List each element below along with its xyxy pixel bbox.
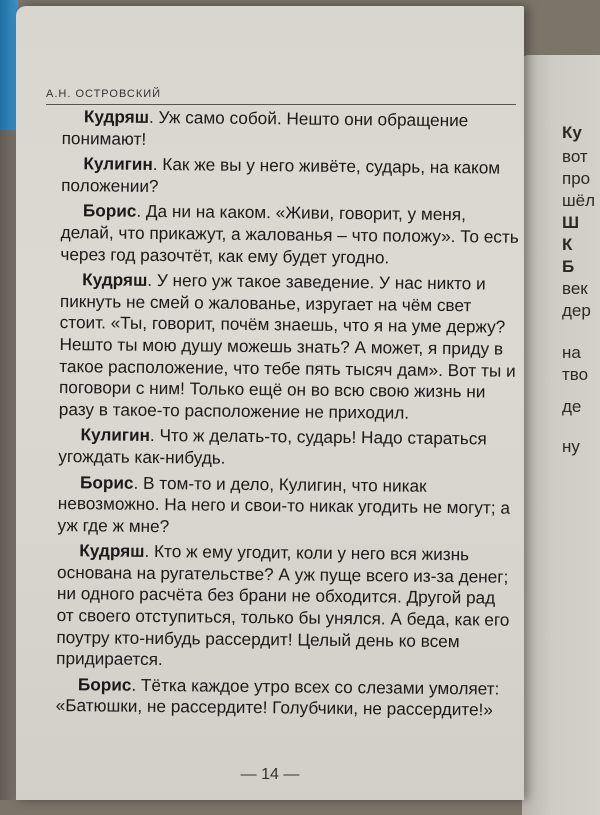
page-number: — 14 —	[240, 766, 300, 783]
adjacent-page-fragment: тво	[562, 365, 589, 384]
adjacent-page-fragment: век	[562, 279, 588, 298]
adjacent-page-fragment: К	[562, 235, 573, 254]
play-text	[56, 106, 522, 726]
dialogue-line	[62, 106, 522, 154]
adjacent-page-fragment: дер	[562, 301, 591, 320]
adjacent-page-fragment: на	[562, 343, 581, 362]
speaker-name: Кудряш	[79, 540, 145, 562]
dialogue-line	[56, 540, 517, 674]
dialogue-line	[59, 269, 521, 425]
dialogue-line	[61, 153, 521, 201]
adjacent-page	[522, 55, 600, 815]
speaker-name: Кулигин	[83, 153, 153, 175]
adjacent-page-fragment: про	[562, 169, 591, 188]
adjacent-page-fragment: шёл	[562, 191, 596, 210]
speaker-name: Кудряш	[82, 269, 148, 291]
dialogue-line	[58, 424, 518, 472]
adjacent-page-fragment: ну	[562, 437, 580, 456]
speaker-name: Борис	[77, 674, 132, 695]
adjacent-page-fragment: Ку	[562, 123, 582, 142]
speaker-name: Борис	[79, 471, 134, 493]
dialogue-line	[56, 674, 516, 722]
line-text: . Как же вы у него живёте, сударь, на каком положении?	[61, 154, 501, 196]
adjacent-page-fragment: Ш	[562, 213, 580, 232]
speaker-name: Кудряш	[83, 106, 150, 127]
dialogue-line	[60, 200, 521, 270]
speaker-name: Кулигин	[80, 424, 151, 446]
author-name: А.Н. ОСТРОВСКИЙ	[46, 88, 162, 100]
line-text: . У него уж такое заведение. У нас никто и пикнуть не смей о жалованье, изругает на чём свет стоит. «Ты, говорит, почём знаешь, что я на уме держу? Нешто ты мою душу можешь знать? А может, я приду в такое расположение, что тебе пять тысяч дам». Вот ты и поговори с ним! Только ещё он во всю свою жизнь ни разу в такое-то расположение не приходил.	[58, 270, 516, 423]
line-text: . Уж само собой. Нешто они обращение понимают!	[61, 106, 469, 149]
line-text: . Что ж делать-то, сударь! Надо стараться угождать как-нибудь.	[58, 425, 487, 468]
running-header	[46, 84, 516, 105]
book-page	[16, 6, 524, 800]
adjacent-page-fragment: де	[562, 397, 582, 416]
adjacent-page-fragment: Б	[562, 257, 575, 276]
line-text: . Тётка каждое утро всех со слезами умоляет: «Батюшки, не рассердите! Голубчики, не рассердите!»	[55, 674, 500, 720]
dialogue-line	[57, 471, 518, 541]
speaker-name: Борис	[82, 200, 137, 222]
line-text: . В том-то и дело, Кулигин, что никак невозможно. На него и свои-то никак угодить не могут; а уж где ж мне?	[57, 472, 511, 536]
line-text: . Кто ж ему угодит, коли у него вся жизнь основана на ругательстве? А уж пуще всего из-за денег; ни одного расчёта без брани не обходится. Другой рад от своего отступиться, только бы унялся. А беда, как его поутру кто-нибудь рассердит! Целый день ко всем придирается.	[56, 541, 510, 670]
line-text: . Да ни на каком. «Живи, говорит, у меня, делай, что прикажут, а жалованья – что положу». То есть через год разочтёт, как ему будет угодно.	[60, 201, 519, 267]
adjacent-page-fragment: вот	[562, 147, 588, 166]
